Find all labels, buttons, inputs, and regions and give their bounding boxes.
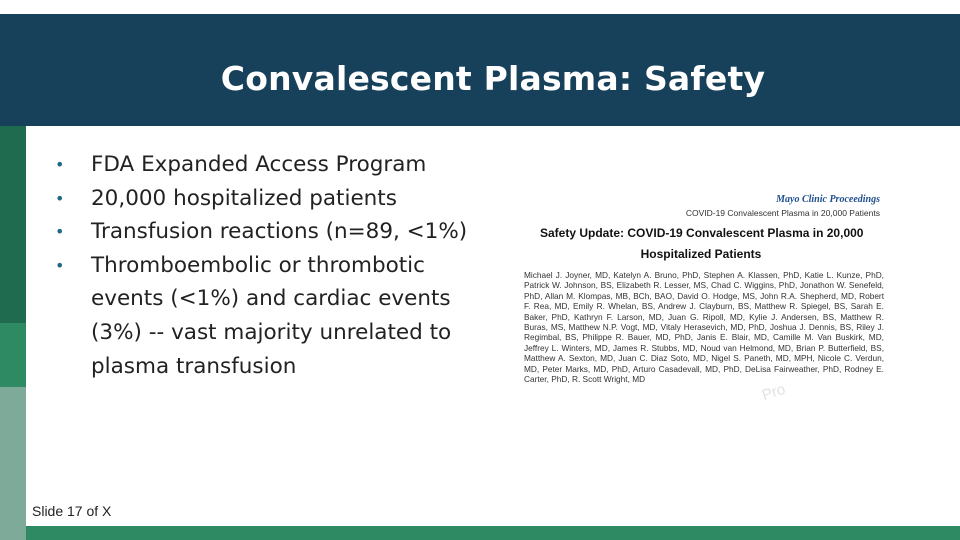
bullet-icon: • (55, 155, 65, 174)
bullet-text: FDA Expanded Access Program (91, 152, 427, 177)
slide-number: Slide 17 of X (32, 503, 112, 519)
bullet-item (52, 215, 472, 249)
paper-running-head: COVID-19 Convalescent Plasma in 20,000 Patients (685, 208, 880, 218)
bullet-icon: • (55, 255, 65, 275)
journal-name: Mayo Clinic Proceedings (776, 194, 880, 205)
bullet-item (52, 148, 472, 182)
paper-watermark: Pro (759, 380, 788, 405)
paper-title-line-2: Hospitalized Patients (640, 247, 762, 261)
title-bar (26, 14, 960, 126)
bullet-item (52, 182, 472, 216)
left-strip-navy (0, 14, 26, 126)
bullet-item (52, 249, 472, 383)
paper-excerpt-image (516, 186, 886, 412)
bullet-list (52, 148, 472, 383)
slide-title: Convalescent Plasma: Safety (220, 59, 766, 98)
left-strip-green (0, 323, 26, 387)
bottom-accent-bar (26, 526, 960, 540)
left-strip-dark-green (0, 126, 26, 323)
left-strip-sage (0, 387, 26, 540)
bullet-text: Transfusion reactions (n=89, <1%) (91, 219, 468, 245)
left-strip-top (0, 0, 26, 14)
bullet-text: Thromboembolic or thrombotic events (<1%) and cardiac events (3%) -- vast majority unrelated to plasma transfusion (91, 252, 452, 379)
paper-title-line-1: Safety Update: COVID-19 Convalescent Plasma in 20,000 (540, 226, 864, 240)
bullet-icon: • (55, 222, 65, 242)
paper-authors: Michael J. Joyner, MD, Katelyn A. Bruno, PhD, Stephen A. Klassen, PhD, Katie L. Kunze, PhD, Patrick W. Johnson, BS, Elizabeth R. Lesser, MS, Chad C. Wiggins, PhD, Jonathon W. Senefeld, PhD, Allan M. Klompas, MB, BCh, BAO, David O. Hodge, MS, John R.A. Shepherd, MD, Robert F. Rea, MD, Emily R. Whelan, BS, Andrew J. Clayburn, BS, Matthew R. Spiegel, BS, Sarah E. Baker, PhD, Kathryn F. Larson, MD, Juan G. Ripoll, MD, Kylie J. Andersen, BS, Matthew R. Buras, MS, Matthew N.P. Vogt, MD, Vitaly Herasevich, MD, PhD, Joshua J. Dennis, BS, Riley J. Regimbal, BS, Philippe R. Bauer, MD, PhD, Janis E. Blair, MD, Camille M. Van Buskirk, MD, Jeffrey L. Winters, MD, James R. Stubbs, MD, Noud van Helmond, MD, Brian P. Butterfield, BS, Matthew A. Sexton, MD, Juan C. Diaz Soto, MD, Nigel S. Paneth, MD, MPH, Nicole C. Verdun, MD, Peter Marks, MD, PhD, Arturo Casadevall, MD, PhD, DeLisa Fairweather, PhD, Rodney E. Carter, PhD, R. Scott Wright, MD (524, 270, 884, 385)
bullet-icon: • (55, 188, 65, 208)
bullet-text: 20,000 hospitalized patients (91, 185, 397, 211)
